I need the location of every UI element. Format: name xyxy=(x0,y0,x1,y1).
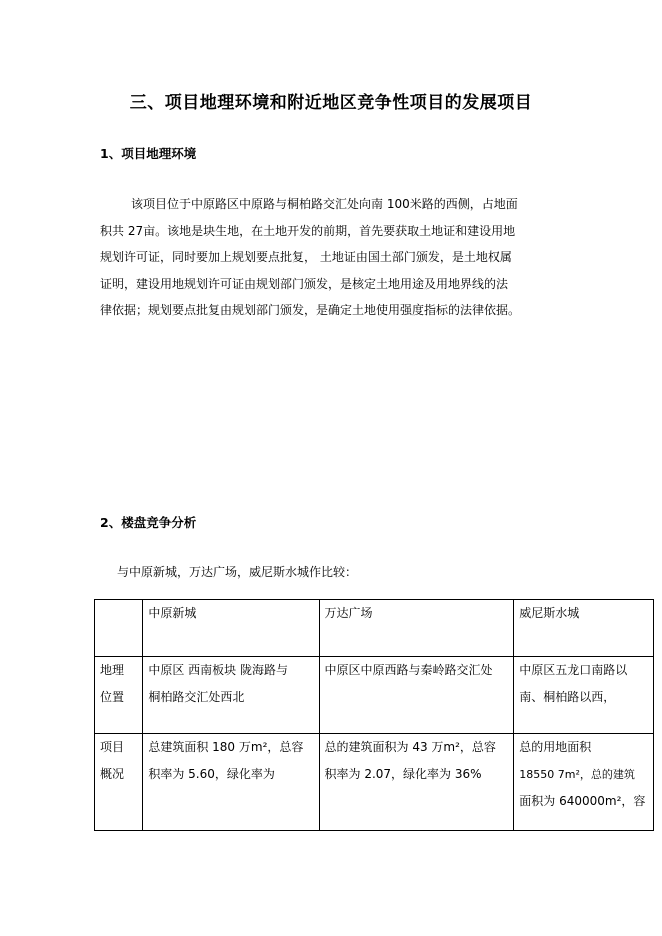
cell-line: 总建筑面积 180 万m²，总容 xyxy=(148,740,304,754)
page-title: 三、项目地理环境和附近地区竞争性项目的发展项目 xyxy=(129,93,533,113)
comparison-intro: 与中原新城，万达广场，威尼斯水城作比较： xyxy=(117,565,358,579)
row-label xyxy=(95,734,143,831)
row-label-line: 位置 xyxy=(100,690,125,704)
cell-line: 积率为 2.07，绿化率为 36% xyxy=(324,767,482,781)
table-cell xyxy=(143,734,319,831)
paragraph-line: 规划许可证，同时要加上规划要点批复， 土地证由国土部门颁发，是土地权属 xyxy=(100,250,512,264)
cell-line: 中原区中原西路与秦岭路交汇处 xyxy=(324,663,493,677)
cell-line: 总的建筑面积为 43 万m²，总容 xyxy=(324,740,496,754)
paragraph-line: 该项目位于中原路区中原路与桐柏路交汇处向南 100米路的西侧，占地面 xyxy=(131,197,518,211)
paragraph-line: 证明，建设用地规划许可证由规划部门颁发，是核定土地用途及用地界线的法 xyxy=(100,276,509,291)
cell-line: 中原区五龙口南路以 xyxy=(519,663,628,677)
paragraph-line: 律依据；规划要点批复由规划部门颁发，是确定土地使用强度指标的法律依据。 xyxy=(100,303,521,317)
paragraph-line: 积共 27亩。该地是块生地，在土地开发的前期，首先要获取土地证和建设用地 xyxy=(100,223,516,238)
section-heading-geography: 1、项目地理环境 xyxy=(100,146,197,161)
row-label-line: 项目 xyxy=(100,740,125,754)
cell-line: 南、桐柏路以西， xyxy=(519,690,616,704)
table-header-cell: 威尼斯水城 xyxy=(514,600,654,657)
table-cell xyxy=(319,734,514,831)
cell-line: 桐柏路交汇处西北 xyxy=(148,690,245,704)
table-row xyxy=(95,734,654,831)
table-header-cell: 万达广场 xyxy=(319,600,514,657)
table-cell xyxy=(319,657,514,734)
geography-paragraph xyxy=(100,191,562,324)
table-header-cell xyxy=(95,600,143,657)
comparison-table xyxy=(94,599,654,831)
table-cell xyxy=(514,734,654,831)
table-cell xyxy=(143,657,319,734)
cell-line: 18550 7m²，总的建筑 xyxy=(519,768,635,781)
cell-line: 积率为 5.60，绿化率为 xyxy=(148,767,275,781)
cell-line: 中原区 西南板块 陇海路与 xyxy=(148,663,288,677)
table-header-cell: 中原新城 xyxy=(143,600,319,657)
table-row xyxy=(95,657,654,734)
cell-line: 面积为 640000m²，容 xyxy=(519,794,646,808)
section-heading-competition: 2、楼盘竞争分析 xyxy=(100,515,197,530)
row-label-line: 地理 xyxy=(100,663,125,677)
row-label xyxy=(95,657,143,734)
cell-line: 总的用地面积 xyxy=(519,740,592,754)
row-label-line: 概况 xyxy=(100,767,125,781)
table-cell xyxy=(514,657,654,734)
table-header-row xyxy=(95,600,654,657)
